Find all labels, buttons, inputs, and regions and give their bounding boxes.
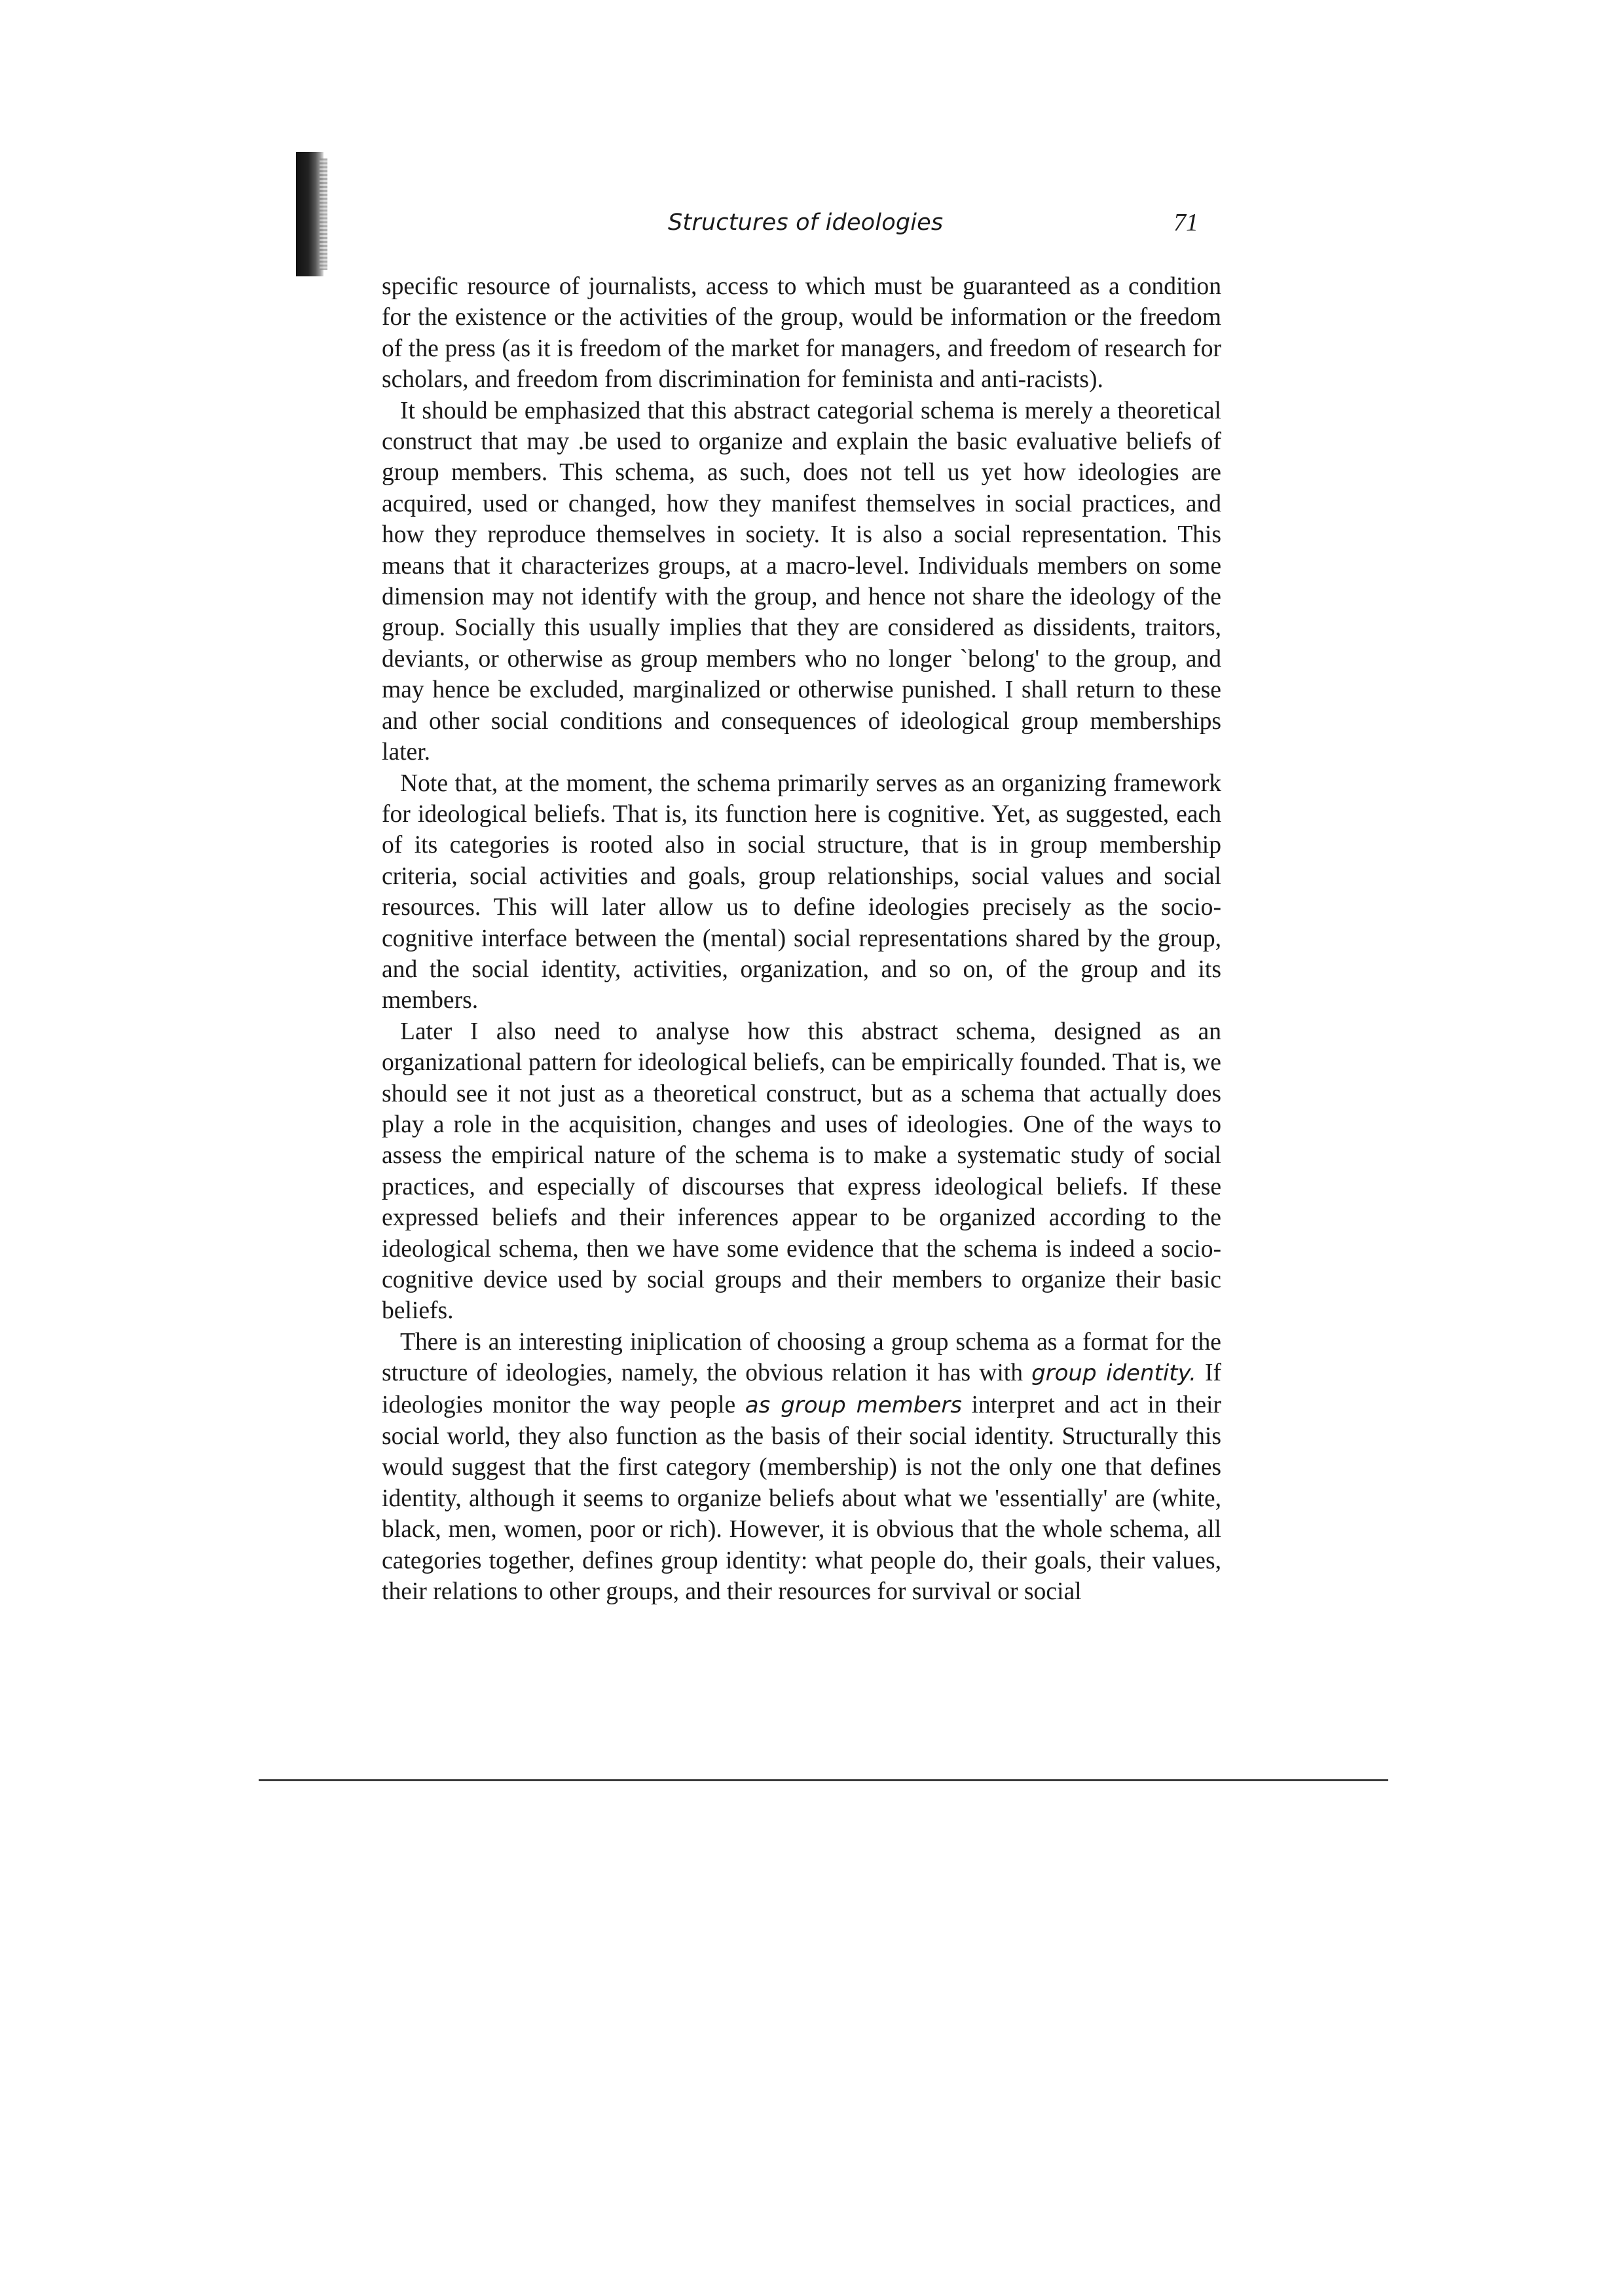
paragraph-3: Note that, at the moment, the schema primarily serves as an organizing framework for ideological beliefs. That is, its function here is cognitive. Yet, as suggested, each of its categories is rooted also in social structure, that is in group membership criteria, social activities and goals, group relationships, social values and social resources. This will later allow us to define ideologies precisely as the socio-cognitive interface between the (mental) social representations shared by the group, and the social identity, activities, organization, and so on, of the group and its members. — [382, 769, 1221, 1014]
scan-margin-mark — [296, 152, 323, 276]
paragraph-5 — [382, 1327, 1221, 1608]
bottom-rule — [259, 1779, 1388, 1781]
paragraph-5-part-a: There is an interesting iniplication of choosing a group schema as a format for the structure of ideologies, namely, the obvious relation it has with — [382, 1328, 1221, 1387]
body-text — [382, 271, 1221, 1607]
paragraph-2: It should be emphasized that this abstract categorial schema is merely a theoretical construct that may .be used to organize and explain the basic evaluative beliefs of group members. This schema, as such, does not tell us yet how ideologies are acquired, used or changed, how they manifest themselves in social practices, and how they reproduce themselves in society. It is also a social representation. This means that it characterizes groups, at a macro-level. Individuals members on some dimension may not identify with the group, and hence not share the ideology of the group. Socially this usually implies that they are considered as dissidents, traitors, deviants, or otherwise as group members who no longer `belong' to the group, and may hence be excluded, marginalized or otherwise punished. I shall return to these and other social conditions and consequences of ideological group memberships later. — [382, 397, 1221, 766]
paragraph-5-part-b: If ideologies monitor the way people — [382, 1359, 1221, 1418]
emphasis-group-identity: group identity. — [1031, 1360, 1196, 1387]
paragraph-4: Later I also need to analyse how this abstract schema, designed as an organizational pattern for ideological beliefs, can be empirically founded. That is, we should see it not just as a theoretical construct, but as a schema that actually does play a role in the acquisition, changes and uses of ideologies. One of the ways to assess the empirical nature of the schema is to make a systematic study of social practices, and especially of discourses that express ideological beliefs. If these expressed beliefs and their inferences appear to be organized according to the ideological schema, then we have some evidence that the schema is indeed a socio-cognitive device used by social groups and their members to organize their basic beliefs. — [382, 1018, 1221, 1325]
paragraph-5-part-c: interpret and act in their social world, they also function as the basis of their social identity. Structurally this would suggest that the first category (membership) is not the only one that defines identity, although it seems to organize beliefs about what we 'essentially' are (white, black, men, women, poor or rich). However, it is obvious that the whole schema, all categories together, defines group identity: what people do, their goals, their values, their relations to other groups, and their resources for survival or social — [382, 1391, 1222, 1606]
emphasis-as-group-members: as group members — [745, 1392, 962, 1418]
page-number: 71 — [1173, 209, 1198, 236]
running-title: Structures of ideologies — [668, 210, 944, 236]
paragraph-1: specific resource of journalists, access to which must be guaranteed as a condition for the existence or the activities of the group, would be information or the freedom of the press (as it is freedom of the market for managers, and freedom of research for scholars, and freedom from discrimination for feminista and anti-racists). — [382, 273, 1221, 394]
running-head — [380, 210, 1218, 242]
